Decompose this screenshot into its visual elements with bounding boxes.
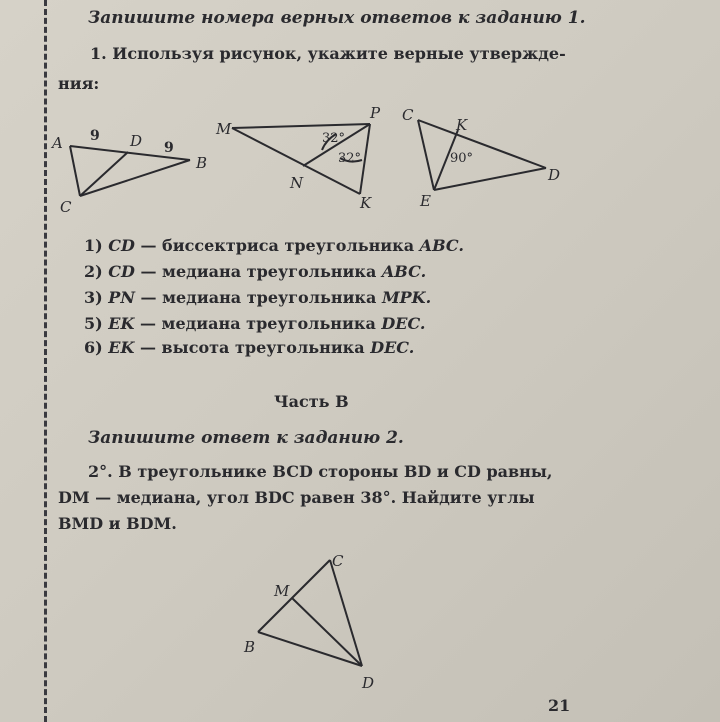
fig2-angle1: 32° xyxy=(322,131,346,146)
fig2-label-k: K xyxy=(360,194,372,212)
task2-line1: 2°. В треугольнике BCD стороны BD и CD равны, xyxy=(88,462,553,481)
option-1-tri: ABC. xyxy=(419,236,464,255)
option-5 xyxy=(84,314,425,333)
option-5-tri: DEC. xyxy=(381,314,426,333)
option-2-tri: ABC. xyxy=(381,262,427,281)
option-2-num: 2) xyxy=(84,262,103,281)
option-3-num: 3) xyxy=(84,288,103,307)
option-2-seg: CD xyxy=(108,262,135,281)
option-3-seg: PN xyxy=(108,288,135,307)
fig4-label-m: M xyxy=(274,582,290,600)
fig2-angle2: 32° xyxy=(338,151,362,166)
fig3-label-e: E xyxy=(420,192,431,210)
fig1-label-b: B xyxy=(196,154,208,172)
option-6-num: 6) xyxy=(84,338,103,357)
option-6-seg: EK xyxy=(108,338,135,357)
fig2-label-m: M xyxy=(216,120,232,138)
fig1-label-d: D xyxy=(130,132,143,150)
option-3-tri: MPK. xyxy=(381,288,432,307)
fig4-label-b: B xyxy=(244,638,256,656)
option-2-text: — медиана треугольника xyxy=(140,262,377,281)
option-6 xyxy=(84,338,414,357)
option-5-num: 5) xyxy=(84,314,103,333)
fig1-label-seg2: 9 xyxy=(164,140,174,156)
part-b-title: Часть В xyxy=(274,392,349,411)
option-1-num: 1) xyxy=(84,236,103,255)
task2-instruction: Запишите ответ к заданию 2. xyxy=(88,428,404,448)
task2-line2: DM — медиана, угол BDC равен 38°. Найдите углы xyxy=(58,488,535,507)
fig3-label-c: C xyxy=(402,106,414,124)
task1-question-line1: 1. Используя рисунок, укажите верные утвержде- xyxy=(90,44,566,63)
option-5-seg: EK xyxy=(108,314,135,333)
fig2-label-n: N xyxy=(290,174,304,192)
option-1-seg: CD xyxy=(108,236,135,255)
task2-line3: BMD и BDM. xyxy=(58,514,177,533)
fig2-label-p: P xyxy=(370,104,381,122)
fig4-label-d: D xyxy=(362,674,375,692)
task1-instruction: Запишите номера верных ответов к заданию 1. xyxy=(88,8,586,28)
option-3-text: — медиана треугольника xyxy=(140,288,377,307)
fig3-label-k: K xyxy=(456,116,468,134)
fig3-angle: 90° xyxy=(450,151,474,166)
option-1-text: — биссектриса треугольника xyxy=(140,236,415,255)
page-number: 21 xyxy=(548,696,571,715)
fig1-label-a: A xyxy=(52,134,63,152)
option-6-text: — высота треугольника xyxy=(139,338,365,357)
option-5-text: — медиана треугольника xyxy=(139,314,376,333)
fig1-label-c: C xyxy=(60,198,72,216)
figure3-triangle-ced xyxy=(418,120,546,190)
fig3-label-d: D xyxy=(548,166,561,184)
fig4-label-c: C xyxy=(332,552,344,570)
option-6-tri: DEC. xyxy=(370,338,415,357)
figure4-triangle-bcd xyxy=(258,560,362,666)
option-1 xyxy=(84,236,464,255)
fig1-label-seg1: 9 xyxy=(90,128,100,144)
option-3 xyxy=(84,288,431,307)
task1-question-line2: ния: xyxy=(58,74,100,93)
option-2 xyxy=(84,262,426,281)
